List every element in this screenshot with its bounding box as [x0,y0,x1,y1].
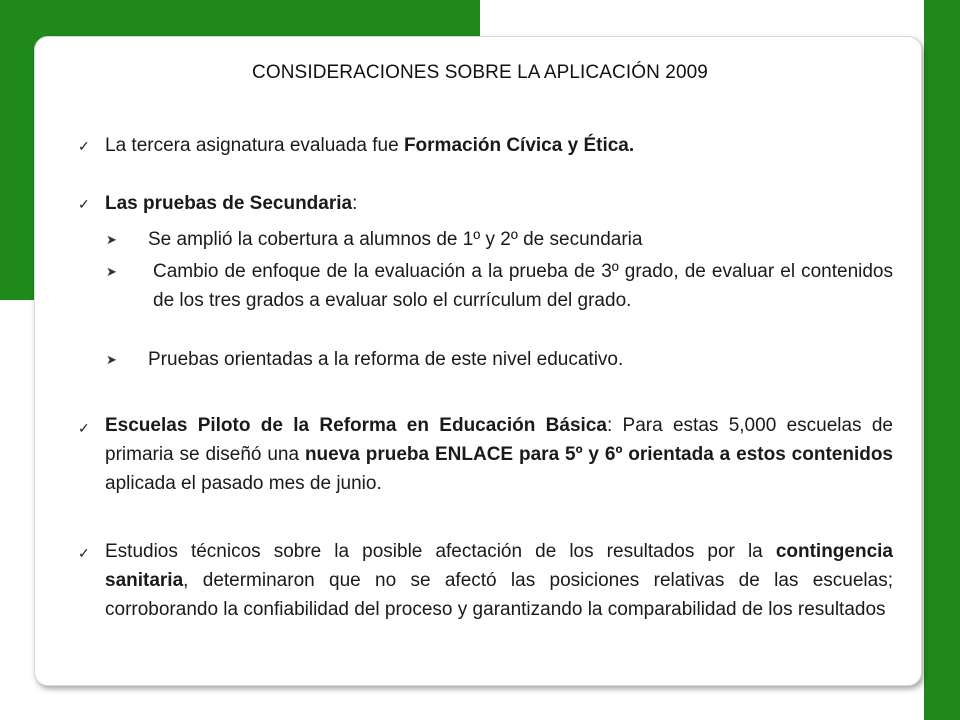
sub-item-1: Se amplió la cobertura a alumnos de 1º y 2º de secundaria [148,229,643,250]
bullet-item-1: La tercera asignatura evaluada fue Formación Cívica y Ética. [105,135,635,156]
slide-title: CONSIDERACIONES SOBRE LA APLICACIÓN 2009 [252,62,708,83]
check-icon: ✓ [78,545,90,561]
green-right-bar [924,0,960,720]
check-icon: ✓ [78,196,90,212]
sub-item-2: Cambio de enfoque de la evaluación a la prueba de 3º grado, de evaluar el contenidos de los tres grados a evaluar solo el currículum del grado. [153,261,893,311]
bullet-item-4: Estudios técnicos sobre la posible afectación de los resultados por la contingencia sanitaria, determinaron que no se afectó las posiciones relativas de las escuelas; corroborando la confiabilidad del proceso y garantizando la comparabilidad de los resultados [105,541,893,620]
arrow-bullet-icon: ➤ [106,264,117,279]
bullet-item-2: Las pruebas de Secundaria: [105,193,358,214]
check-icon: ✓ [78,138,90,154]
arrow-bullet-icon: ➤ [106,352,117,367]
green-bottom-corner [924,640,960,720]
check-icon: ✓ [78,420,90,436]
arrow-bullet-icon: ➤ [106,232,117,247]
sub-item-3: Pruebas orientadas a la reforma de este nivel educativo. [148,349,624,370]
bullet-item-3: Escuelas Piloto de la Reforma en Educación Básica: Para estas 5,000 escuelas de primaria se diseñó una nueva prueba ENLACE para 5º y 6º orientada a estos contenidos aplicada el pasado mes de junio. [105,415,893,494]
